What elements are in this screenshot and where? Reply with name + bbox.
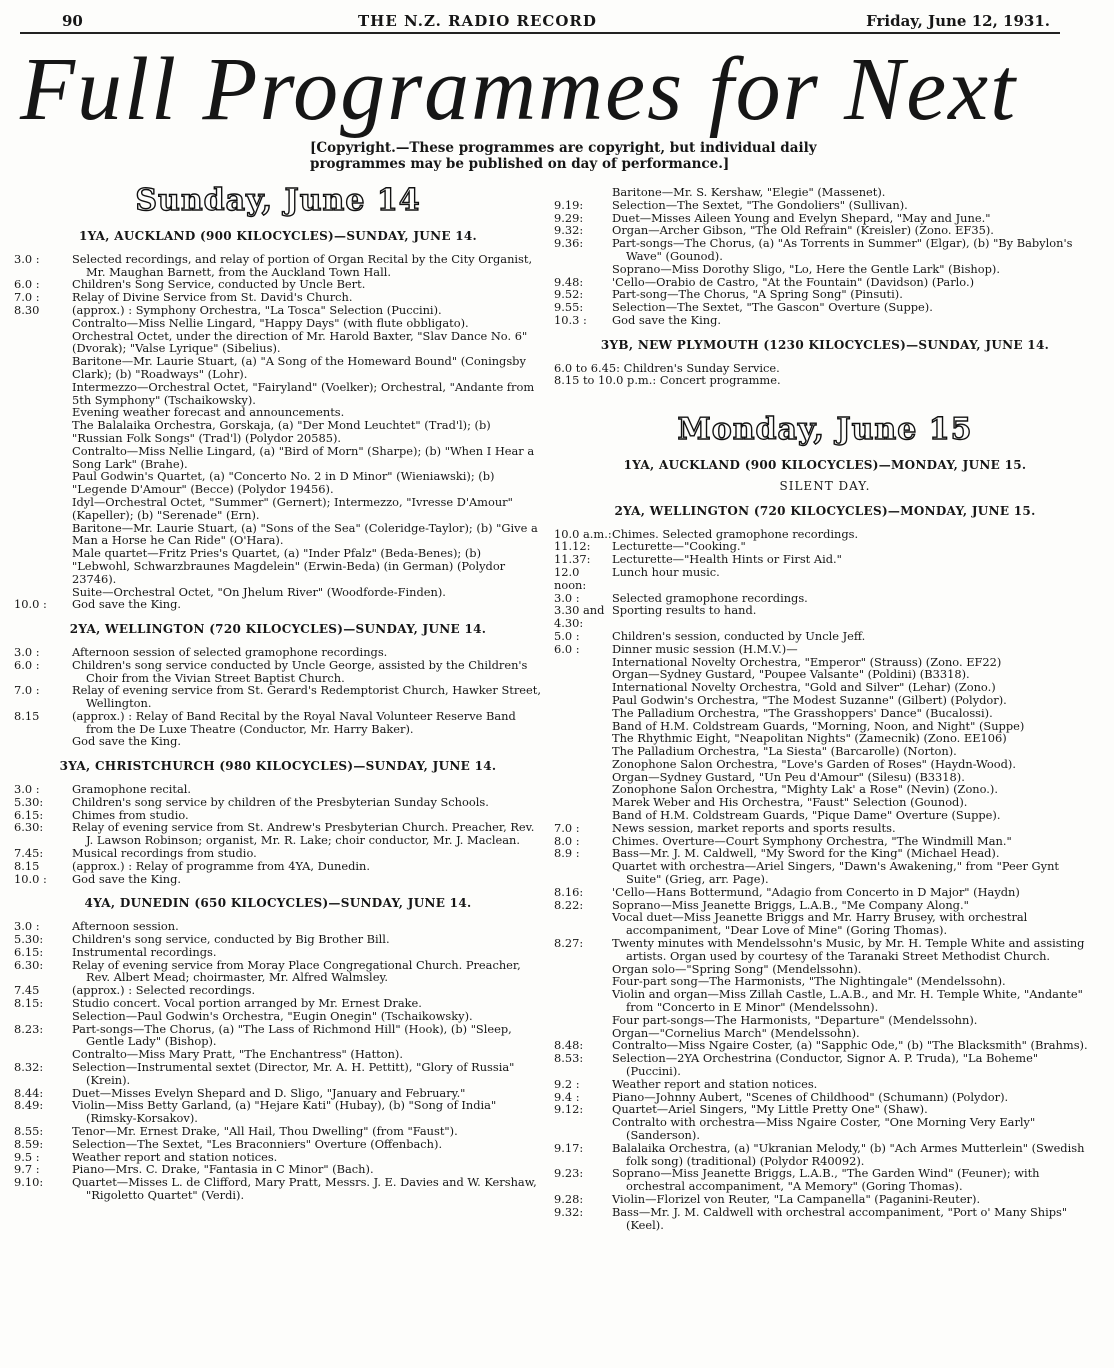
program-item xyxy=(14,821,542,847)
program-text: Vocal duet—Miss Jeanette Briggs and Mr. Harry Brusey, with orchestral accompaniment, "Dear Love of Mine" (Goring Thomas). xyxy=(612,910,1028,938)
program-time: 9.52: xyxy=(554,287,584,302)
program-item xyxy=(14,1010,542,1023)
page-title: Full Programmes for Next xyxy=(20,40,1018,139)
program-item xyxy=(554,1078,1096,1091)
program-time: 8.48: xyxy=(554,1038,584,1053)
program-text: 'Cello—Orabio de Castro, "At the Fountain" (Davidson) (Parlo.) xyxy=(612,274,975,289)
program-time: 8.55: xyxy=(14,1124,44,1138)
program-list xyxy=(14,646,542,736)
program-time: 8.49: xyxy=(14,1098,44,1113)
station-heading: 1YA, AUCKLAND (900 KILOCYCLES)—MONDAY, JUNE 15. xyxy=(623,458,1027,473)
program-time: 3.0 : xyxy=(14,782,40,797)
program-time: 7.45 xyxy=(14,983,40,998)
program-text: Soprano—Miss Jeanette Briggs, L.A.B., "Me Company Along." xyxy=(612,897,969,912)
program-text: Part-songs—The Chorus, (a) "The Lass of Richmond Hill" (Hook), (b) "Sleep, Gentle Lady" (Bishop). xyxy=(72,1021,512,1049)
program-text: Relay of evening service from St. Andrew's Presbyterian Church. Preacher, Rev. J. Lawson Robinson; organist, Mr. R. Lake; choir conductor, Mr. J. Maclean. xyxy=(72,820,535,848)
program-time: 11.37: xyxy=(554,552,591,567)
program-time: 9.55: xyxy=(554,300,584,315)
program-item xyxy=(554,314,1096,327)
program-subitem: Contralto—Miss Nellie Lingard, (a) "Bird of Morn" (Sharpe); (b) "When I Hear a Song Lark" (Brahe). xyxy=(72,443,535,471)
program-text: Children's song service by children of the Presbyterian Sunday Schools. xyxy=(72,794,489,809)
program-text: Quartet—Misses L. de Clifford, Mary Pratt, Messrs. J. E. Davies and W. Kershaw, "Rigoletto Quartet" (Verdi). xyxy=(72,1175,537,1202)
program-time: 9.10: xyxy=(14,1175,44,1190)
program-text: 'Cello—Hans Bottermund, "Adagio from Concerto in D Major" (Haydn) xyxy=(612,884,1020,899)
program-time: 3.30 and 4.30: xyxy=(554,603,605,631)
program-subitem: International Novelty Orchestra, "Emperor" (Strauss) (Zono. EF22) xyxy=(612,654,1002,669)
program-item xyxy=(554,1193,1096,1206)
program-time: 7.45: xyxy=(14,846,44,861)
program-time: 8.53: xyxy=(554,1051,584,1066)
program-time: 8.44: xyxy=(14,1085,44,1100)
program-subitem: Zonophone Salon Orchestra, "Love's Garden of Roses" (Haydn-Wood). xyxy=(612,756,1016,771)
program-item xyxy=(14,1099,542,1125)
program-subitem: The Rhythmic Eight, "Neapolitan Nights" (Zamecnik) (Zono. EE106) xyxy=(612,731,1007,746)
program-item xyxy=(14,1061,542,1087)
program-text: Weather report and station notices. xyxy=(612,1076,818,1091)
program-time: 9.7 : xyxy=(14,1162,40,1177)
program-item xyxy=(14,873,542,886)
program-subitem: Paul Godwin's Orchestra, "The Modest Suzanne" (Gilbert) (Polydor). xyxy=(612,692,1007,707)
program-item xyxy=(14,684,542,710)
program-text: (approx.) : Relay of programme from 4YA, Dunedin. xyxy=(72,858,371,873)
paper-name: THE N.Z. RADIO RECORD xyxy=(358,12,597,30)
program-item xyxy=(554,1116,1096,1142)
program-subitem: International Novelty Orchestra, "Gold and Silver" (Lehar) (Zono.) xyxy=(612,680,996,695)
program-text: Studio concert. Vocal portion arranged by Mr. Ernest Drake. xyxy=(72,996,422,1011)
program-time: 9.17: xyxy=(554,1140,584,1155)
program-text: Instrumental recordings. xyxy=(72,944,217,959)
program-item xyxy=(554,1167,1096,1193)
program-item xyxy=(554,1206,1096,1232)
program-text: Children's session, conducted by Uncle Jeff. xyxy=(612,628,866,643)
program-text: Selection—2YA Orchestrina (Conductor, Signor A. P. Truda), "La Boheme" (Puccini). xyxy=(612,1051,1039,1079)
program-list xyxy=(14,920,542,1202)
program-subitem: Paul Godwin's Quartet, (a) "Concerto No. 2 in D Minor" (Wieniawski); (b) "Legende D'Amour" (Becce) (Polydor 19456). xyxy=(72,469,495,497)
program-item xyxy=(554,822,1096,835)
program-text: Violin—Miss Betty Garland, (a) "Hejare Kati" (Hubay), (b) "Song of India" (Rimsky-Korsakov). xyxy=(72,1098,497,1126)
program-text: Four-part song—The Harmonists, "The Nightingale" (Mendelssohn). xyxy=(612,974,1006,989)
program-text: Relay of Divine Service from St. David's Church. xyxy=(72,290,353,305)
program-item: 6.0 to 6.45: Children's Sunday Service. xyxy=(554,360,780,375)
program-text: God save the King. xyxy=(72,871,181,886)
program-text: Selection—Instrumental sextet (Director, Mr. A. H. Pettitt), "Glory of Russia" (Krein). xyxy=(72,1060,515,1087)
program-time: 9.19: xyxy=(554,197,584,212)
program-time: 6.0 : xyxy=(554,641,580,656)
program-time: 9.12: xyxy=(554,1102,584,1117)
program-subitem: The Balalaika Orchestra, Gorskaja, (a) "Der Mond Leuchtet" (Trad'l); (b) "Russian Folk Songs" (Trad'l) (Polydor 20585). xyxy=(72,418,491,445)
program-item xyxy=(14,659,542,685)
program-item xyxy=(14,598,542,611)
program-text: Organ—"Cornelius March" (Mendelssohn). xyxy=(612,1025,860,1040)
program-item xyxy=(554,1052,1096,1078)
program-time xyxy=(554,1014,612,1027)
silent-day-note: SILENT DAY. xyxy=(779,478,871,493)
program-item xyxy=(14,710,542,736)
program-time: 8.32: xyxy=(14,1060,44,1075)
program-item: 8.15 to 10.0 p.m.: Concert programme. xyxy=(554,373,781,388)
program-time: 11.12: xyxy=(554,539,591,554)
program-text: Tenor—Mr. Ernest Drake, "All Hail, Thou Dwelling" (from "Faust"). xyxy=(72,1124,458,1138)
program-item xyxy=(554,643,1096,656)
program-item xyxy=(14,1125,542,1138)
program-subitem: Band of H.M. Coldstream Guards, "Pique Dame" Overture (Suppe). xyxy=(612,808,1001,823)
program-time: 8.16: xyxy=(554,884,584,899)
program-time: 10.0 : xyxy=(14,597,47,612)
program-item xyxy=(554,199,1096,212)
program-item xyxy=(554,860,1096,886)
program-time: 9.29: xyxy=(554,210,584,225)
program-time xyxy=(554,911,612,937)
program-text: Chimes from studio. xyxy=(72,807,189,822)
program-item xyxy=(554,911,1096,937)
program-item xyxy=(14,997,542,1010)
program-subitem: The Palladium Orchestra, "The Grasshoppers' Dance" (Bucalossi). xyxy=(612,705,993,720)
program-text: Children's song service conducted by Uncle George, assisted by the Children's Choir from the Vivian Street Baptist Church. xyxy=(72,657,528,685)
program-text: Musical recordings from studio. xyxy=(72,846,257,861)
program-time: 6.15: xyxy=(14,944,44,959)
program-subitem: Orchestral Octet, under the direction of Mr. Harold Baxter, "Slav Dance No. 6" (Dvorak); "Valse Lyrique" (Sibelius). xyxy=(72,328,528,356)
program-text: Quartet with orchestra—Ariel Singers, "Dawn's Awakening," from "Peer Gynt Suite" (Grieg, arr. Page). xyxy=(612,859,1059,887)
program-text: Quartet—Ariel Singers, "My Little Pretty One" (Shaw). xyxy=(612,1102,928,1117)
program-text: Organ—Archer Gibson, "The Old Refrain" (Kreisler) (Zono. EF35). xyxy=(612,223,994,238)
program-item xyxy=(14,946,542,959)
program-text: (approx.) : Symphony Orchestra, "La Tosca" Selection (Puccini). xyxy=(72,302,442,317)
program-text: Baritone—Mr. S. Kershaw, "Elegie" (Massenet). xyxy=(612,185,886,199)
program-subitem: Intermezzo—Orchestral Octet, "Fairyland" (Voelker); Orchestral, "Andante from 5th Symphony" (Tschaikowsky). xyxy=(72,379,535,407)
station-heading: 4YA, DUNEDIN (650 KILOCYCLES)—SUNDAY, JUNE 14. xyxy=(84,896,472,911)
program-time: 8.0 : xyxy=(554,833,580,848)
monday-heading: Monday, June 15 xyxy=(677,412,973,448)
program-list xyxy=(14,783,542,885)
program-text: Lunch hour music. xyxy=(612,564,720,579)
issue-date: Friday, June 12, 1931. xyxy=(866,12,1050,30)
program-item: God save the King. xyxy=(72,734,181,749)
program-text: Children's song service, conducted by Big Brother Bill. xyxy=(72,932,390,947)
program-time xyxy=(554,988,612,1014)
station-heading: 2YA, WELLINGTON (720 KILOCYCLES)—MONDAY, JUNE 15. xyxy=(614,503,1036,518)
program-item xyxy=(554,1142,1096,1168)
program-text: Soprano—Miss Jeanette Briggs, L.A.B., "The Garden Wind" (Feuner); with orchestral accompaniment, "A Memory" (Goring Thomas). xyxy=(612,1166,1040,1194)
program-time: 5.0 : xyxy=(554,628,580,643)
program-item xyxy=(14,783,542,796)
program-text: Part-songs—The Chorus, (a) "As Torrents in Summer" (Elgar), (b) "By Babylon's Wave" (Gounod). xyxy=(612,236,1073,263)
program-item xyxy=(14,796,542,809)
program-text: Balalaika Orchestra, (a) "Ukranian Melody," (b) "Ach Armes Mutterlein" (Swedish folk song) (traditional) (Polydor R40092). xyxy=(612,1140,1085,1168)
program-subitem: Evening weather forecast and announcements. xyxy=(72,405,345,420)
program-item xyxy=(14,1023,542,1049)
program-item xyxy=(14,847,542,860)
program-text: Afternoon session. xyxy=(72,919,179,934)
program-item xyxy=(554,1014,1096,1027)
program-sublist xyxy=(554,656,1096,822)
program-text: Contralto—Miss Ngaire Coster, (a) "Sapphic Ode," (b) "The Blacksmith" (Brahms). xyxy=(612,1038,1088,1053)
program-text: Four part-songs—The Harmonists, "Departure" (Mendelssohn). xyxy=(612,1012,978,1027)
program-text: (approx.) : Relay of Band Recital by the Royal Naval Volunteer Reserve Band from the De Luxe Theatre (Conductor, Mr. Harry Baker). xyxy=(72,708,516,736)
program-item xyxy=(14,304,542,317)
program-text: Children's Song Service, conducted by Uncle Bert. xyxy=(72,277,366,292)
page-number: 90 xyxy=(62,12,83,30)
program-time: 3.0 : xyxy=(14,919,40,934)
program-text: God save the King. xyxy=(612,312,721,327)
program-time: 12.0 noon: xyxy=(554,564,587,592)
program-time: 7.0 : xyxy=(554,820,580,835)
program-time xyxy=(554,860,612,886)
program-time: 9.23: xyxy=(554,1166,584,1181)
program-text: Afternoon session of selected gramophone recordings. xyxy=(72,644,388,659)
program-time: 10.0 : xyxy=(14,871,47,886)
program-time: 7.0 : xyxy=(14,290,40,305)
program-item xyxy=(554,237,1096,263)
program-text: Lecturette—"Cooking." xyxy=(612,539,746,554)
program-time: 6.15: xyxy=(14,807,44,822)
station-heading: 3YB, NEW PLYMOUTH (1230 KILOCYCLES)—SUNDAY, JUNE 14. xyxy=(600,337,1050,352)
program-time: 9.32: xyxy=(554,1204,584,1219)
program-time: 9.32: xyxy=(554,223,584,238)
program-item xyxy=(554,566,1096,592)
program-time: 3.0 : xyxy=(14,644,40,659)
program-text: Selection—The Sextet, "Les Braconniers" Overture (Offenbach). xyxy=(72,1136,443,1151)
program-time: 8.15: xyxy=(14,996,44,1011)
program-time: 10.0 a.m.: xyxy=(554,526,612,541)
program-list xyxy=(14,253,542,317)
program-sublist xyxy=(14,317,542,599)
program-text: Relay of evening service from St. Gerard's Redemptorist Church, Hawker Street, Wellington. xyxy=(72,683,541,711)
program-time: 9.5 : xyxy=(14,1149,40,1164)
right-column xyxy=(554,186,1096,1231)
program-text: Soprano—Miss Dorothy Sligo, "Lo, Here the Gentle Lark" (Bishop). xyxy=(612,261,1000,276)
program-text: (approx.) : Selected recordings. xyxy=(72,983,256,998)
program-item xyxy=(554,630,1096,643)
program-time: 3.0 : xyxy=(14,251,40,266)
program-text: Twenty minutes with Mendelssohn's Music, by Mr. H. Temple White and assisting artists. Organ used by courtesy of the Taranaki Street Methodist Church. xyxy=(612,936,1085,963)
program-time xyxy=(14,1010,72,1023)
program-time: 6.30: xyxy=(14,957,44,972)
program-text: Selected recordings, and relay of portion of Organ Recital by the City Organist, Mr. Maughan Barnett, from the Auckland Town Hall. xyxy=(72,251,533,279)
program-item xyxy=(14,253,542,279)
program-subitem: Contralto—Miss Nellie Lingard, "Happy Days" (with flute obbligato). xyxy=(72,315,469,330)
program-time xyxy=(554,1116,612,1142)
program-time: 7.0 : xyxy=(14,683,40,698)
program-subitem: Organ—Sydney Gustard, "Poupee Valsante" (Poldini) (B3318). xyxy=(612,667,970,682)
program-text: Part-song—The Chorus, "A Spring Song" (Pinsuti). xyxy=(612,287,903,302)
program-time: 8.23: xyxy=(14,1021,44,1036)
program-text: Duet—Misses Evelyn Shepard and D. Sligo, "January and February." xyxy=(72,1085,466,1100)
program-time: 5.30: xyxy=(14,932,44,947)
program-text: Contralto with orchestra—Miss Ngaire Coster, "One Morning Very Early" (Sanderson). xyxy=(612,1115,1036,1142)
program-text: Violin and organ—Miss Zillah Castle, L.A.B., and Mr. H. Temple White, "Andante" from "Concerto in E Minor" (Mendelssohn). xyxy=(612,987,1083,1015)
program-text: Duet—Misses Aileen Young and Evelyn Shepard, "May and June." xyxy=(612,210,991,225)
program-list xyxy=(554,528,1096,656)
program-time: 8.27: xyxy=(554,936,584,951)
program-time: 9.36: xyxy=(554,236,584,251)
program-time: 3.0 : xyxy=(554,590,580,605)
program-item xyxy=(14,646,542,659)
program-text: Bass—Mr. J. M. Caldwell, "My Sword for the King" (Michael Head). xyxy=(612,846,1000,861)
program-time: 10.3 : xyxy=(554,312,587,327)
program-text: God save the King. xyxy=(72,597,181,612)
program-time: 5.30: xyxy=(14,794,44,809)
program-time: 6.30: xyxy=(14,820,44,835)
station-heading: 2YA, WELLINGTON (720 KILOCYCLES)—SUNDAY, JUNE 14. xyxy=(69,622,487,637)
program-subitem: The Palladium Orchestra, "La Siesta" (Barcarolle) (Norton). xyxy=(612,744,957,759)
program-subitem: Baritone—Mr. Laurie Stuart, (a) "A Song of the Homeward Bound" (Coningsby Clark); (b) "Roadways" (Lohr). xyxy=(72,354,526,381)
program-time: 8.15 xyxy=(14,858,40,873)
page-header xyxy=(20,10,1060,34)
program-text: Selection—Paul Godwin's Orchestra, "Eugin Onegin" (Tschaikowsky). xyxy=(72,1008,473,1023)
program-list xyxy=(554,822,1096,1232)
program-time: 9.48: xyxy=(554,274,584,289)
program-text: Selection—The Sextet, "The Gascon" Overture (Suppe). xyxy=(612,300,933,315)
program-time xyxy=(554,186,612,199)
program-subitem: Male quartet—Fritz Pries's Quartet, (a) "Inder Pfalz" (Beda-Benes); (b) "Lebwohl, Schwarzbraunes Magdelein" (Erwin-Beda) (in German) (Polydor 23746). xyxy=(72,546,506,586)
program-item xyxy=(14,860,542,873)
program-time: 8.15 xyxy=(14,708,40,723)
program-text: Dinner music session (H.M.V.)— xyxy=(612,641,798,656)
program-text: Contralto—Miss Mary Pratt, "The Enchantress" (Hatton). xyxy=(72,1047,403,1062)
program-subitem: Marek Weber and His Orchestra, "Faust" Selection (Gounod). xyxy=(612,795,968,810)
program-text: News session, market reports and sports results. xyxy=(612,820,896,835)
program-time xyxy=(554,263,612,276)
program-time xyxy=(554,963,612,976)
program-time: 9.4 : xyxy=(554,1089,580,1104)
program-subitem: Band of H.M. Coldstream Guards, "Morning, Noon, and Night" (Suppe) xyxy=(612,718,1025,733)
program-time: 8.22: xyxy=(554,897,584,912)
copyright-notice: [Copyright.—These programmes are copyright, but individual daily programmes may be published on day of performance.] xyxy=(310,140,817,172)
station-heading: 1YA, AUCKLAND (900 KILOCYCLES)—SUNDAY, JUNE 14. xyxy=(78,229,478,243)
program-item xyxy=(14,1138,542,1151)
station-heading: 3YA, CHRISTCHURCH (980 KILOCYCLES)—SUNDAY, JUNE 14. xyxy=(59,759,497,774)
program-text: Piano—Mrs. C. Drake, "Fantasia in C Minor" (Bach). xyxy=(72,1162,374,1177)
program-text: Chimes. Selected gramophone recordings. xyxy=(612,526,859,541)
program-subitem: Idyl—Orchestral Octet, "Summer" (Gernert); Intermezzo, "Ivresse D'Amour" (Kapeller); (b) "Serenade" (Ern). xyxy=(72,494,513,522)
program-time: 8.59: xyxy=(14,1136,44,1151)
program-text: Lecturette—"Health Hints or First Aid." xyxy=(612,552,842,567)
program-time xyxy=(554,975,612,988)
program-text: Piano—Johnny Aubert, "Scenes of Childhood" (Schumann) (Polydor). xyxy=(612,1089,1009,1104)
program-text: Bass—Mr. J. M. Caldwell with orchestral accompaniment, "Port o' Many Ships" (Keel). xyxy=(612,1204,1068,1232)
program-text: Relay of evening service from Moray Place Congregational Church. Preacher, Rev. Albert Mead; choirmaster, Mr. Alfred Walmsley. xyxy=(72,957,521,985)
program-item xyxy=(554,604,1096,630)
program-item xyxy=(554,988,1096,1014)
program-time: 8.30 xyxy=(14,302,40,317)
program-subitem: Suite—Orchestral Octet, "On Jhelum River" (Woodforde-Finden). xyxy=(72,584,446,599)
program-subitem: Zonophone Salon Orchestra, "Mighty Lak' a Rose" (Nevin) (Zono.). xyxy=(612,782,998,797)
program-text: Violin—Florizel von Reuter, "La Campanella" (Paganini-Reuter). xyxy=(612,1191,981,1206)
program-text: Organ solo—"Spring Song" (Mendelssohn). xyxy=(612,961,862,976)
program-time: 9.2 : xyxy=(554,1076,580,1091)
program-item xyxy=(554,886,1096,899)
program-time: 6.0 : xyxy=(14,277,40,292)
program-time: 8.9 : xyxy=(554,846,580,861)
program-item xyxy=(14,933,542,946)
program-text: Selection—The Sextet, "The Gondoliers" (Sullivan). xyxy=(612,197,908,212)
program-item xyxy=(554,937,1096,963)
program-subitem: Baritone—Mr. Laurie Stuart, (a) "Sons of the Sea" (Coleridge-Taylor); (b) "Give a Man a Horse he Can Ride" (O'Hara). xyxy=(72,520,538,548)
program-item xyxy=(14,959,542,985)
program-item xyxy=(554,263,1096,276)
program-text: Weather report and station notices. xyxy=(72,1149,278,1164)
program-text: Gramophone recital. xyxy=(72,782,192,797)
program-list xyxy=(554,186,1096,327)
program-item xyxy=(14,1176,542,1202)
sunday-heading: Sunday, June 14 xyxy=(135,183,421,218)
program-text: Chimes. Overture—Court Symphony Orchestra, "The Windmill Man." xyxy=(612,833,1012,848)
program-item xyxy=(554,186,1096,199)
left-column xyxy=(14,180,542,1202)
program-subitem: Organ—Sydney Gustard, "Un Peu d'Amour" (Silesu) (B3318). xyxy=(612,769,965,784)
program-time: 6.0 : xyxy=(14,657,40,672)
program-time: 9.28: xyxy=(554,1191,584,1206)
program-text: Selected gramophone recordings. xyxy=(612,590,808,605)
program-text: Sporting results to hand. xyxy=(612,603,757,618)
